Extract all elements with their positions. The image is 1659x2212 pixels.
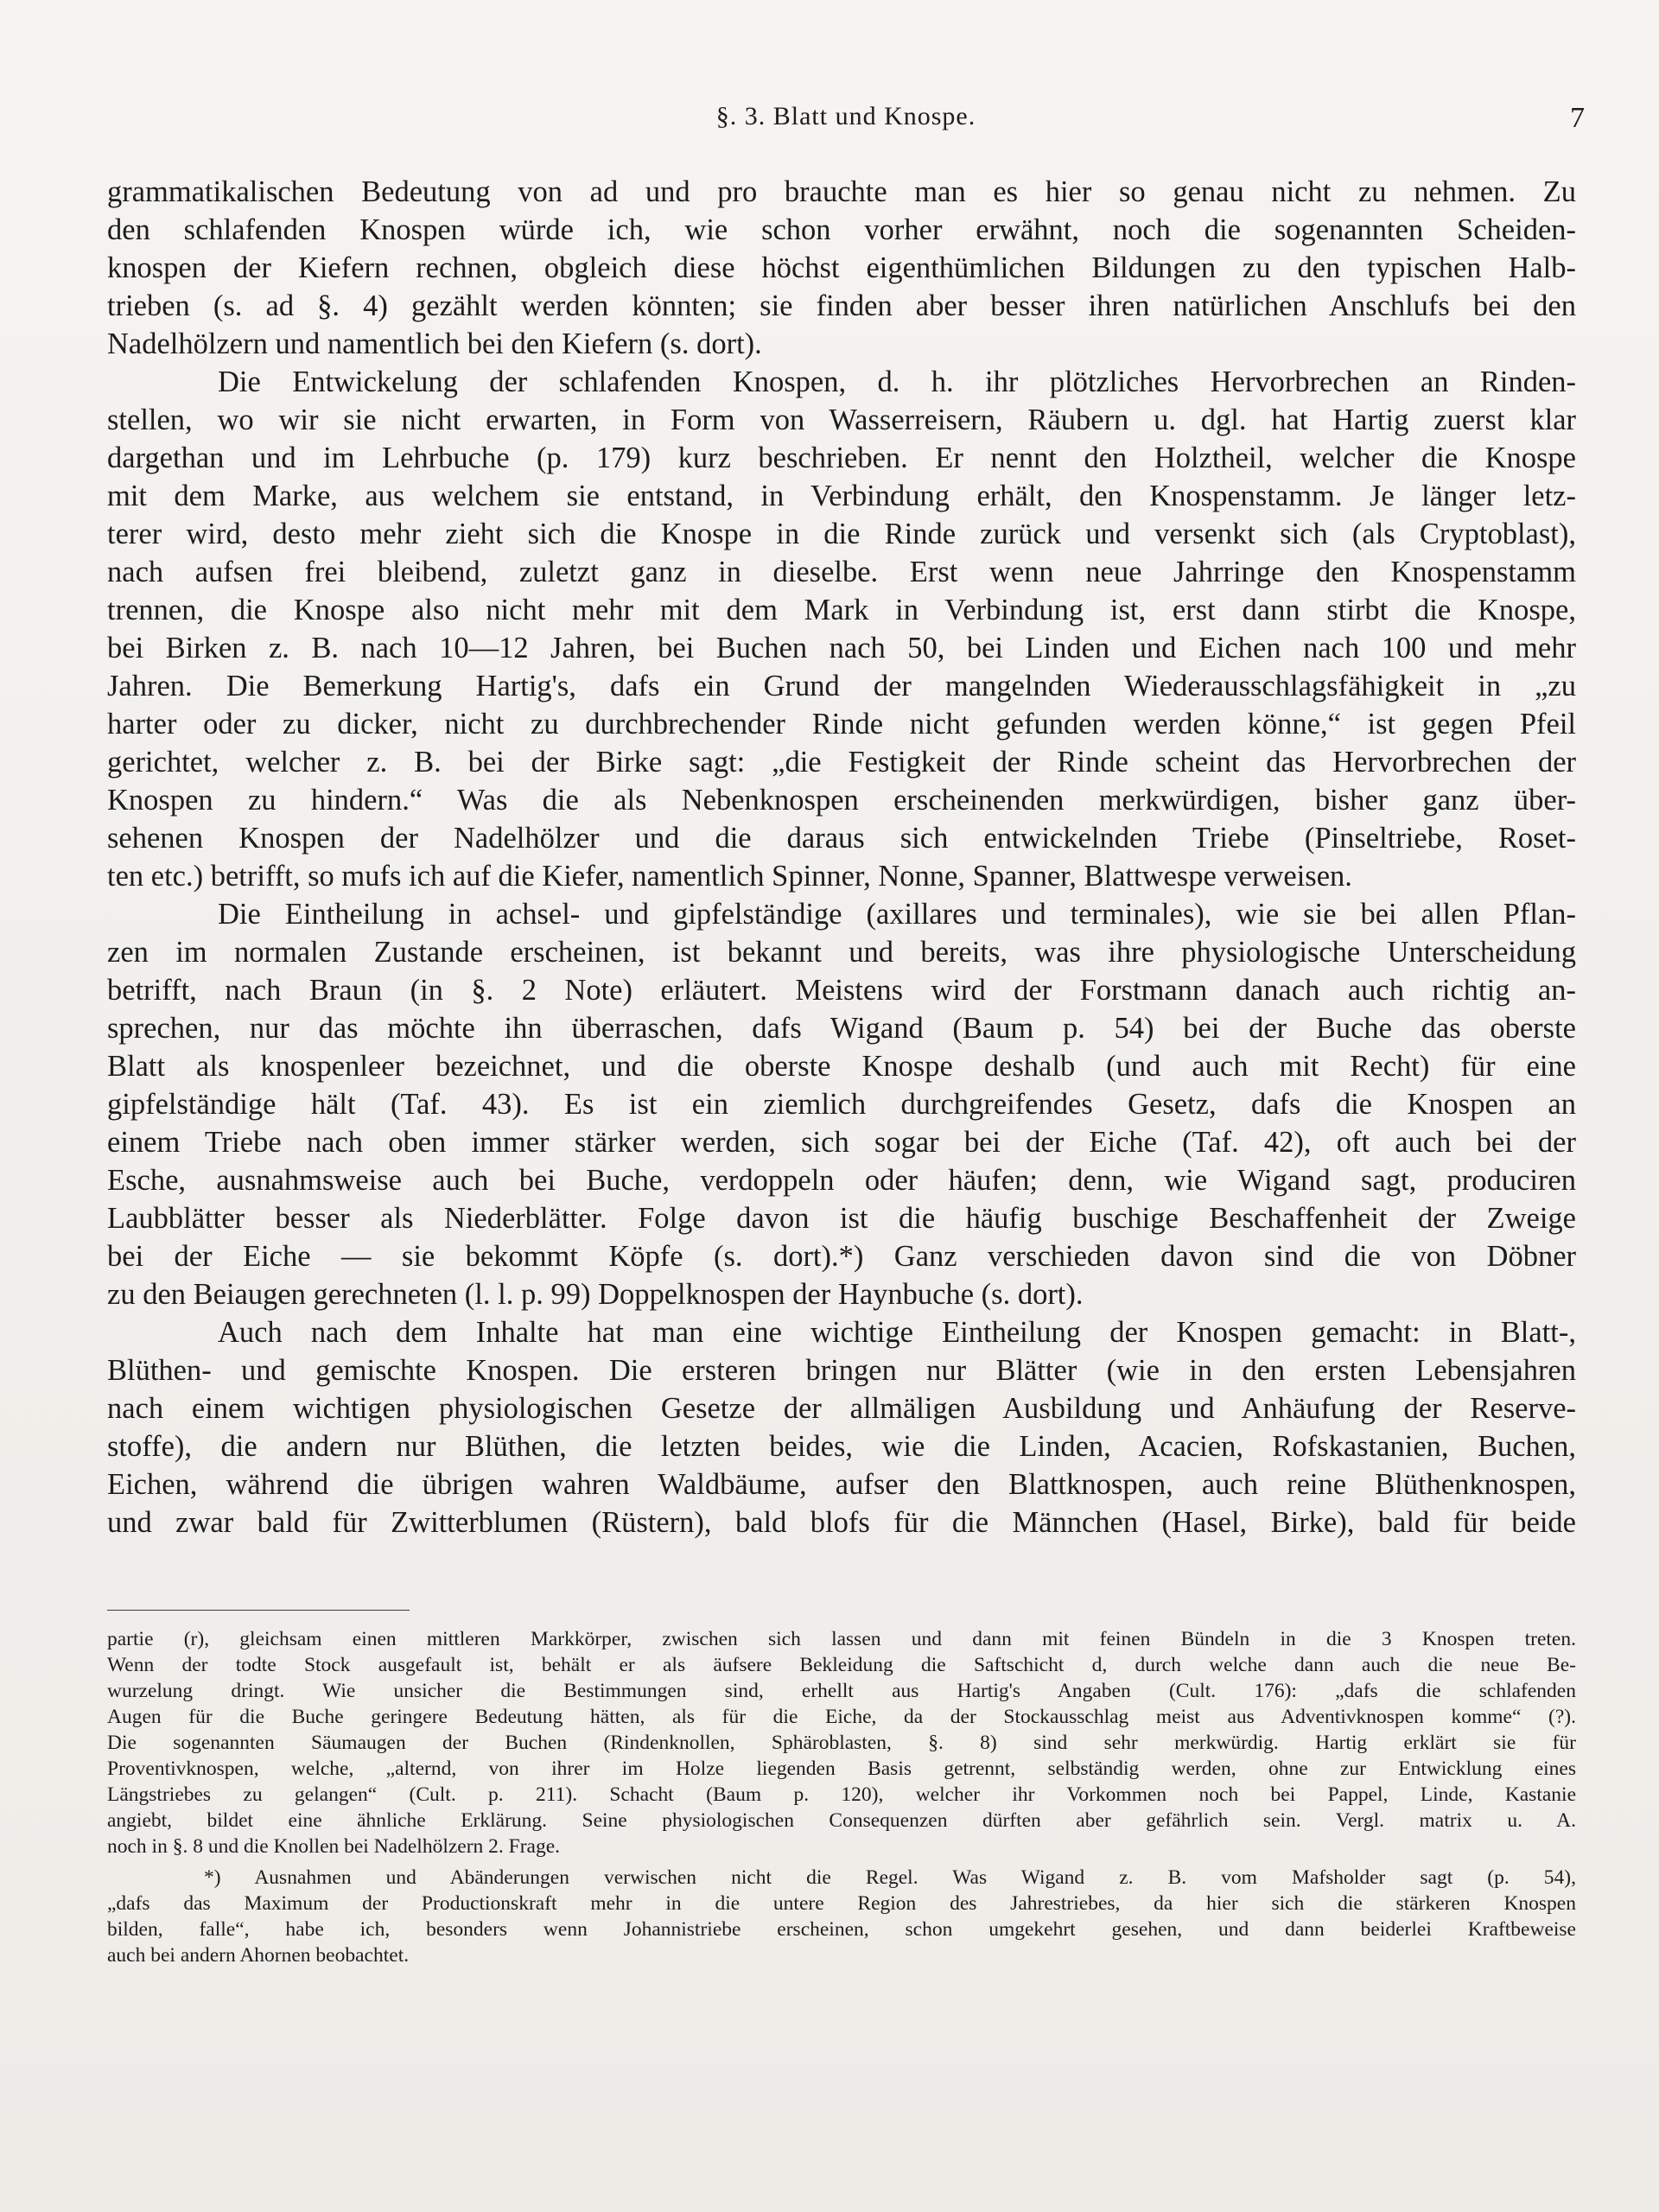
- page-number: 7: [1570, 102, 1585, 134]
- text-line: ten etc.) betrifft, so mufs ich auf die Kiefer, namentlich Spinner, Nonne, Spanner, Blattwespe verweisen.: [107, 860, 1352, 893]
- text-line: mit dem Marke, aus welchem sie entstand, in Verbindung erhält, den Knospenstamm. Je länger letz-: [107, 480, 1576, 512]
- text-line: Laubblätter besser als Niederblätter. Folge davon ist die häufig buschige Beschaffenheit der Zweige: [107, 1202, 1576, 1235]
- text-line: sprechen, nur das möchte ihn überraschen, dafs Wigand (Baum p. 54) bei der Buche das oberste: [107, 1012, 1576, 1045]
- text-line: Jahren. Die Bemerkung Hartig's, dafs ein Grund der mangelnden Wiederausschlagsfähigkeit in „zu: [107, 670, 1576, 702]
- footnote-line: noch in §. 8 und die Knollen bei Nadelhölzern 2. Frage.: [107, 1835, 561, 1858]
- text-line: und zwar bald für Zwitterblumen (Rüstern), bald blofs für die Männchen (Hasel, Birke), bald für beide: [107, 1506, 1576, 1539]
- text-line: bei Birken z. B. nach 10—12 Jahren, bei Buchen nach 50, bei Linden und Eichen nach 100 und mehr: [107, 632, 1576, 664]
- text-line: Eichen, während die übrigen wahren Waldbäume, aufser den Blattknospen, auch reine Blüthenknospen,: [107, 1468, 1576, 1501]
- text-line: knospen der Kiefern rechnen, obgleich diese höchst eigenthümlichen Bildungen zu den typischen Halb-: [107, 251, 1576, 284]
- text-line: grammatikalischen Bedeutung von ad und pro brauchte man es hier so genau nicht zu nehmen. Zu: [107, 175, 1576, 208]
- text-line: trieben (s. ad §. 4) gezählt werden könnten; sie finden aber besser ihren natürlichen Anschlufs bei den: [107, 289, 1576, 322]
- text-line: terer wird, desto mehr zieht sich die Knospe in die Rinde zurück und versenkt sich (als Cryptoblast),: [107, 518, 1576, 550]
- running-head: §. 3. Blatt und Knospe.: [715, 102, 976, 130]
- text-line: nach aufsen frei bleibend, zuletzt ganz in dieselbe. Erst wenn neue Jahrringe den Knospenstamm: [107, 556, 1576, 588]
- text-line: bei der Eiche — sie bekommt Köpfe (s. dort).*) Ganz verschieden davon sind die von Döbner: [107, 1240, 1576, 1273]
- text-line: Die Eintheilung in achsel- und gipfelständige (axillares und terminales), wie sie bei allen Pflan-: [218, 898, 1576, 931]
- text-line: Esche, ausnahmsweise auch bei Buche, verdoppeln oder häufen; denn, wie Wigand sagt, produciren: [107, 1164, 1576, 1197]
- text-line: trennen, die Knospe also nicht mehr mit dem Mark in Verbindung ist, erst dann stirbt die Knospe,: [107, 594, 1576, 626]
- text-line: den schlafenden Knospen würde ich, wie schon vorher erwähnt, noch die sogenannten Scheiden-: [107, 213, 1576, 246]
- text-line: sehenen Knospen der Nadelhölzer und die daraus sich entwickelnden Triebe (Pinseltriebe, Roset-: [107, 822, 1576, 855]
- text-line: Auch nach dem Inhalte hat man eine wichtige Eintheilung der Knospen gemacht: in Blatt-,: [218, 1316, 1576, 1349]
- footnote-line: bilden, falle“, habe ich, besonders wenn Johannistriebe erscheinen, schon umgekehrt gesehen, und dann beiderlei Kraftbeweise: [107, 1918, 1576, 1941]
- footnote-separator: [107, 1610, 410, 1611]
- text-line: gerichtet, welcher z. B. bei der Birke sagt: „die Festigkeit der Rinde scheint das Hervorbrechen der: [107, 746, 1576, 779]
- text-line: Knospen zu hindern.“ Was die als Nebenknospen erscheinenden merkwürdigen, bisher ganz über-: [107, 784, 1576, 817]
- text-line: stoffe), die andern nur Blüthen, die letzten beides, wie die Linden, Acacien, Rofskastanien, Buchen,: [107, 1430, 1576, 1463]
- footnote-line: Augen für die Buche geringere Bedeutung hätten, als für die Eiche, da der Stockausschlag meist aus Adventivknospen komme“ (?).: [107, 1706, 1576, 1728]
- main-text: [107, 173, 1576, 1541]
- text-line: Blatt als knospenleer bezeichnet, und die oberste Knospe deshalb (und auch mit Recht) für eine: [107, 1050, 1576, 1083]
- text-line: dargethan und im Lehrbuche (p. 179) kurz beschrieben. Er nennt den Holztheil, welcher die Knospe: [107, 442, 1576, 474]
- text-line: einem Triebe nach oben immer stärker werden, sich sogar bei der Eiche (Taf. 42), oft auch bei der: [107, 1126, 1576, 1159]
- footnote-line: auch bei andern Ahornen beobachtet.: [107, 1944, 410, 1967]
- footnotes: [107, 1626, 1576, 1968]
- footnote-line: Die sogenannten Säumaugen der Buchen (Rindenknollen, Sphäroblasten, §. 8) sind sehr merkwürdig. Hartig erklärt sie für: [107, 1732, 1576, 1754]
- footnote-line: Längstriebes zu gelangen“ (Cult. p. 211). Schacht (Baum p. 120), welcher ihr Vorkommen noch bei Pappel, Linde, Kastanie: [107, 1783, 1576, 1806]
- footnote-line: partie (r), gleichsam einen mittleren Markkörper, zwischen sich lassen und dann mit feinen Bündeln in die 3 Knospen treten.: [107, 1628, 1576, 1650]
- text-line: Blüthen- und gemischte Knospen. Die ersteren bringen nur Blätter (wie in den ersten Lebensjahren: [107, 1354, 1576, 1387]
- text-line: zu den Beiaugen gerechneten (l. l. p. 99) Doppelknospen der Haynbuche (s. dort).: [107, 1278, 1084, 1311]
- footnote-line: Wenn der todte Stock ausgefault ist, behält er als äufsere Bekleidung die Saftschicht d, durch welche dann auch die neue Be-: [107, 1654, 1576, 1676]
- footnote-line: *) Ausnahmen und Abänderungen verwischen nicht die Regel. Was Wigand z. B. vom Mafsholder sagt (p. 54),: [204, 1866, 1576, 1889]
- text-line: betrifft, nach Braun (in §. 2 Note) erläutert. Meistens wird der Forstmann danach auch richtig an-: [107, 974, 1576, 1007]
- text-line: gipfelständige hält (Taf. 43). Es ist ein ziemlich durchgreifendes Gesetz, dafs die Knospen an: [107, 1088, 1576, 1121]
- footnote-line: „dafs das Maximum der Productionskraft mehr in die untere Region des Jahrestriebes, da hier sich die stärkeren Knospen: [107, 1892, 1576, 1915]
- text-line: Die Entwickelung der schlafenden Knospen, d. h. ihr plötzliches Hervorbrechen an Rinden-: [218, 365, 1576, 398]
- text-line: stellen, wo wir sie nicht erwarten, in Form von Wasserreisern, Räubern u. dgl. hat Hartig zuerst klar: [107, 404, 1576, 436]
- footnote-line: angiebt, bildet eine ähnliche Erklärung. Seine physiologischen Consequenzen dürften aber gefährlich sein. Vergl. matrix u. A.: [107, 1809, 1576, 1832]
- text-line: zen im normalen Zustande erscheinen, ist bekannt und bereits, was ihre physiologische Unterscheidung: [107, 936, 1576, 969]
- text-line: nach einem wichtigen physiologischen Gesetze der allmäligen Ausbildung und Anhäufung der Reserve-: [107, 1392, 1576, 1425]
- text-line: harter oder zu dicker, nicht zu durchbrechender Rinde nicht gefunden werden könne,“ ist gegen Pfeil: [107, 708, 1576, 741]
- footnote-line: Proventivknospen, welche, „alternd, von ihrer im Holze liegenden Basis getrennt, selbständig werden, ohne zur Entwicklung eines: [107, 1758, 1576, 1780]
- page-header: [107, 102, 1585, 137]
- footnote-line: wurzelung dringt. Wie unsicher die Bestimmungen sind, erhellt aus Hartig's Angaben (Cult. 176): „dafs die schlafenden: [107, 1680, 1576, 1702]
- text-line: Nadelhölzern und namentlich bei den Kiefern (s. dort).: [107, 327, 762, 360]
